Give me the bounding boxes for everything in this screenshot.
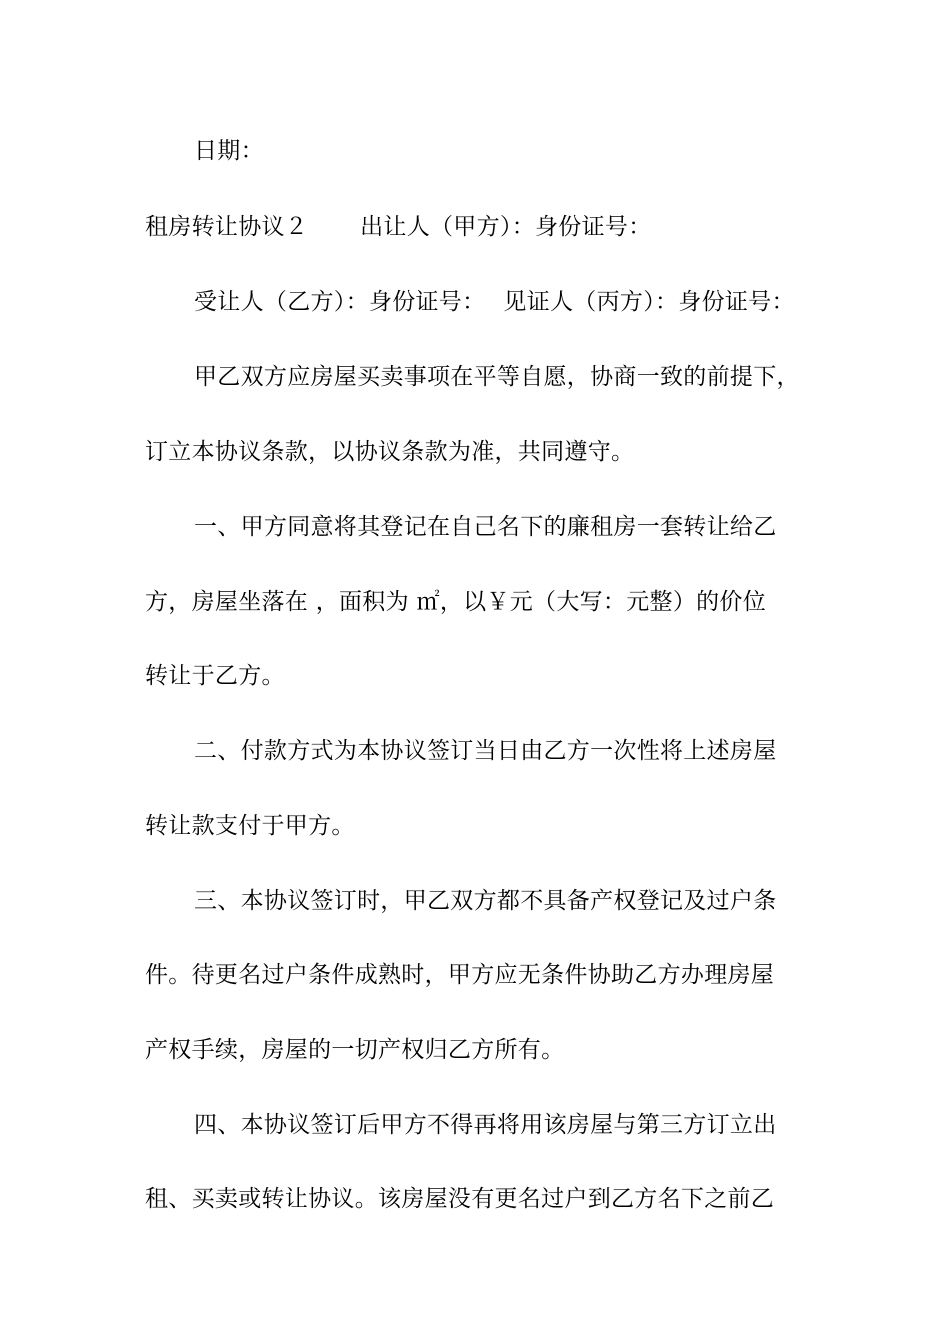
body-line: 订立本协议条款，以协议条款为准，共同遵守。 — [145, 439, 635, 465]
document-title: 租房转让协议２ — [145, 214, 309, 240]
body-line: 转让款支付于甲方。 — [145, 813, 355, 839]
parties-line — [194, 287, 795, 317]
body-line: 转让于乙方。 — [145, 663, 285, 689]
body-line: 三、本协议签订时，甲乙双方都不具备产权登记及过户条 — [194, 888, 777, 914]
date-label: 日期： — [194, 138, 264, 164]
body-line: 方，房屋坐落在 ，面积为 ㎡，以￥元（大写：元整）的价位 — [145, 589, 767, 615]
title-line — [145, 212, 652, 242]
body-line: 甲乙双方应房屋买卖事项在平等自愿，协商一致的前提下， — [194, 364, 800, 390]
body-line: 四、本协议签订后甲方不得再将用该房屋与第三方订立出 — [194, 1112, 777, 1138]
transferor-field: 出让人（甲方）：身份证号： — [360, 214, 652, 240]
body-line: 二、付款方式为本协议签订当日由乙方一次性将上述房屋 — [194, 738, 777, 764]
body-line: 产权手续，房屋的一切产权归乙方所有。 — [145, 1037, 565, 1063]
body-line: 租、买卖或转让协议。该房屋没有更名过户到乙方名下之前乙 — [145, 1186, 775, 1212]
body-line: 一、甲方同意将其登记在自己名下的廉租房一套转让给乙 — [194, 514, 777, 540]
witness-field: 见证人（丙方）：身份证号： — [503, 289, 795, 315]
body-line: 件。待更名过户条件成熟时，甲方应无条件协助乙方办理房屋 — [145, 962, 775, 988]
transferee-field: 受让人（乙方）：身份证号： — [194, 289, 486, 315]
